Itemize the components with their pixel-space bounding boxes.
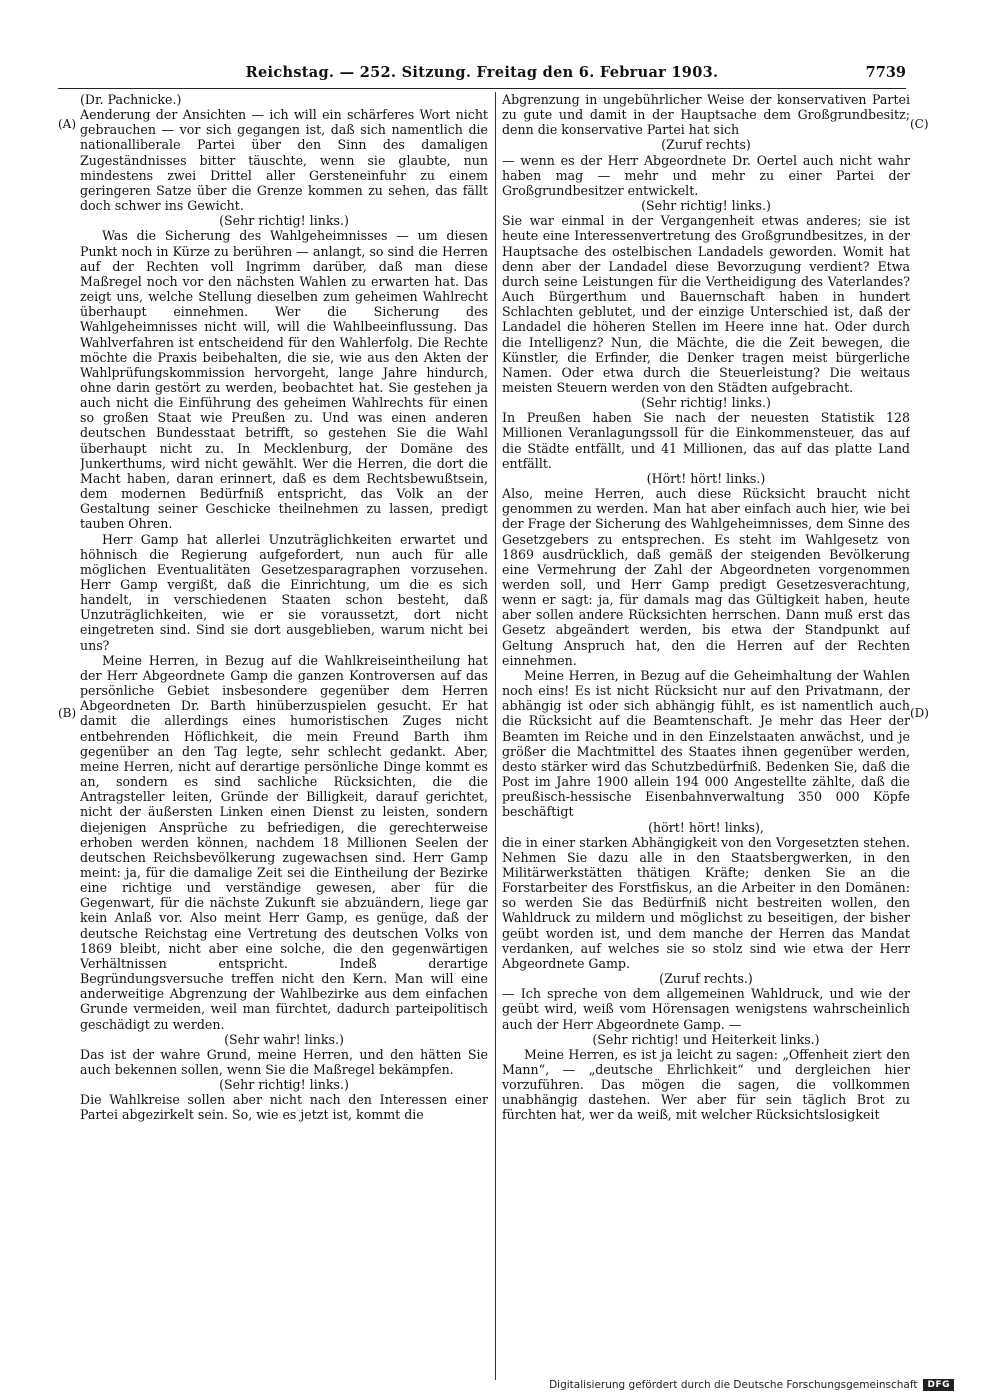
paragraph: die in einer starken Abhängigkeit von den Vorgesetzten stehen. Nehmen Sie dazu alle in den Staatsbergwerken, in den Militärwerkstätten thätigen Kräfte; denken Sie an die Forstarbeiter des Forstfiskus, an die Arbeiter in den Domänen: so werden Sie das Bedürfniß nicht bestreiten wollen, den Wahldruck zu mildern und möglichst zu beseitigen, der bisher geübt worden ist, und dem manche der Herren das Mandat verdanken, auf welches sie so stolz sind wie etwa der Herr Abgeordnete Gamp.: [502, 834, 910, 971]
paragraph: — wenn es der Herr Abgeordnete Dr. Oertel auch nicht wahr haben mag — mehr und mehr zu einer Partei der Großgrundbesitzer entwickelt.: [502, 152, 910, 198]
paragraph: Meine Herren, es ist ja leicht zu sagen: „Offenheit ziert den Mann“, — „deutsche Ehrlichkeit“ und dergleichen hier vorzuführen. Das mögen die sagen, die vollkommen unabhängig dastehen. Wer aber für sein täglich Brot zu fürchten hat, wer da weiß, mit welcher Rücksichtslosigkeit: [502, 1046, 910, 1123]
paragraph: Sie war einmal in der Vergangenheit etwas anderes; sie ist heute eine Interessenvertretung des Großgrundbesitzes, in der Hauptsache des ostelbischen Landadels geworden. Womit hat denn aber der Landadel diese Bevorzugung verdient? Etwa durch seine Leistungen für die Vertheidigung des Vaterlandes? Auch Bürgerthum und Bauernschaft haben in hundert Schlachten geblutet, und der einzige Unterschied ist, daß der Landadel die höheren Stellen im Heere inne hat. Oder durch die Intelligenz? Nun, die Mächte, die die Zeit bewegen, die Künstler, die Erfinder, die Denker tragen meist bürgerliche Namen. Oder etwa durch die Steuerleistung? Die weitaus meisten Steuern werden von den Städten aufgebracht.: [502, 213, 910, 395]
interjection: (Sehr wahr! links.): [224, 1031, 344, 1047]
paragraph: — Ich spreche von dem allgemeinen Wahldruck, und wie der geübt wird, weiß vom Hörensagen wenigstens wahrscheinlich auch der Herr Abgeordnete Gamp. —: [502, 986, 910, 1032]
column-divider: [495, 92, 496, 1380]
margin-marker-d: (D): [910, 706, 929, 720]
paragraph: Was die Sicherung des Wahlgeheimnisses — um diesen Punkt noch in Kürze zu berühren — anlangt, so sind die Herren auf der Rechten voll Ingrimm darüber, daß man diese Maßregel noch vor den nächsten Wahlen zu erwarten hat. Das zeigt uns, welche Stellung dieselben zum geheimen Wahlrecht überhaupt einnehmen. Wer die Sicherung des Wahlgeheimnisses nicht will, will die Wahlbeeinflussung. Das Wahlverfahren ist entscheidend für den Wahlerfolg. Die Rechte möchte die Praxis beibehalten, die sie, wie aus den Akten der Wahlprüfungskommission hervorgeht, lange Jahre hindurch, ohne darin gestört zu werden, beobachtet hat. Sie gestehen ja auch nicht die Einführung des geheimen Wahlrechts für einen so großen Staat wie Preußen zu. Und was einen anderen deutschen Bundesstaat betrifft, so gestehen Sie die Wahl überhaupt nicht zu. In Mecklenburg, der Domäne des Junkerthums, wird nicht gewählt. Wer die Herren, die dort die Macht haben, daran erinnert, daß es dem Rechtsbewußtsein, dem modernen Bedürfniß entspricht, das Volk an der Gestaltung seiner Geschicke theilnehmen zu lassen, predigt tauben Ohren.: [80, 228, 488, 532]
right-column: [502, 92, 910, 1380]
paragraph: In Preußen haben Sie nach der neuesten Statistik 128 Millionen Veranlagungssoll für die Einkommensteuer, das auf die Städte entfällt, und 41 Millionen, das auf das platte Land entfällt.: [502, 410, 910, 471]
paragraph: Das ist der wahre Grund, meine Herren, und den hätten Sie auch bekennen sollen, wenn Sie die Maßregel bekämpfen.: [80, 1046, 488, 1077]
dfg-logo: DFG: [923, 1379, 954, 1391]
header-title: Reichstag. — 252. Sitzung. Freitag den 6. Februar 1903.: [245, 64, 719, 81]
paragraph: Abgrenzung in ungebührlicher Weise der konservativen Partei zu gute und damit in der Hauptsache dem Großgrundbesitz; denn die konservative Partei hat sich: [502, 92, 910, 138]
interjection: (Sehr richtig! links.): [219, 1077, 349, 1093]
interjection: (Zuruf rechts.): [659, 971, 753, 987]
margin-marker-a: (A): [58, 117, 77, 131]
page-header: [58, 64, 906, 86]
margin-marker-b: (B): [58, 706, 77, 720]
interjection: (Zuruf rechts): [661, 137, 751, 153]
paragraph: Also, meine Herren, auch diese Rücksicht braucht nicht genommen zu werden. Man hat aber einfach auch hier, wie bei der Frage der Sicherung des Wahlgeheimnisses, dem Sinne des Gesetzgebers zu entsprechen. Es steht im Wahlgesetz von 1869 ausdrücklich, daß gemäß der steigenden Bevölkerung eine Vermehrung der Zahl der Abgeordneten vorgenommen werden soll, und Herr Gamp predigt Gesetzesverachtung, wenn er sagt: ja, für damals mag das Gültigkeit haben, heute aber sollen andere Rücksichten herrschen. Dann muß erst das Gesetz abgeändert werden, bis etwa der Standpunkt auf Geltung Anspruch hat, den die Herren auf der Rechten einnehmen.: [502, 486, 910, 668]
speaker-label: (Dr. Pachnicke.): [80, 92, 182, 107]
header-rule: [58, 88, 906, 89]
interjection: (Sehr richtig! links.): [219, 213, 349, 229]
interjection: (Sehr richtig! links.): [641, 198, 771, 214]
interjection: (Sehr richtig! links.): [641, 395, 771, 411]
left-column: [80, 92, 488, 1380]
paragraph: Meine Herren, in Bezug auf die Geheimhaltung der Wahlen noch eins! Es ist nicht Rücksicht nur auf den Privatmann, der abhängig ist oder sich abhängig fühlt, es ist namentlich auch die Rücksicht auf die Beamtenschaft. Je mehr das Heer der Beamten im Reiche und in den Einzelstaaten anwächst, und je größer die Machtmittel des Staates ihnen gegenüber werden, desto stärker wird das Schutzbedürfniß. Bedenken Sie, daß die Post im Jahre 1900 allein 194 000 Angestellte zählte, daß die preußisch-hessische Eisenbahnverwaltung 350 000 Köpfe beschäftigt: [502, 667, 910, 820]
interjection: (hört! hört! links),: [648, 819, 764, 835]
paragraph: Aenderung der Ansichten — ich will ein schärferes Wort nicht gebrauchen — vor sich gegangen ist, daß sich namentlich die nationalliberale Partei über den Sinn des damaligen Zugeständnisses bitter täuschte, wenn sie glaubte, nun mindestens zwei Drittel aller Gersteneinfuhr zu einem geringeren Satze über die Grenze kommen zu sehen, das fällt doch schwer ins Gewicht.: [80, 107, 488, 214]
interjection: (Hört! hört! links.): [646, 470, 766, 486]
paragraph: Herr Gamp hat allerlei Unzuträglichkeiten erwartet und höhnisch die Regierung aufgefordert, nun auch für alle möglichen Eventualitäten Gesetzesparagraphen vorzusehen. Herr Gamp vergißt, daß die Einrichtung, um die es sich handelt, in verschiedenen Staaten schon besteht, daß Unzuträglichkeiten, wie er sie voraussetzt, dort nicht eingetreten sind. Sind sie dort ausgeblieben, warum nicht bei uns?: [80, 531, 488, 653]
paragraph: Die Wahlkreise sollen aber nicht nach den Interessen einer Partei abgezirkelt sein. So, wie es jetzt ist, kommt die: [80, 1092, 488, 1123]
paragraph: Meine Herren, in Bezug auf die Wahlkreiseintheilung hat der Herr Abgeordnete Gamp die ganzen Kontroversen auf das persönliche Gebiet insbesondere gegenüber dem Herren Abgeordneten Dr. Barth hinüberzuspielen gesucht. Er hat damit die allerdings eines humoristischen Zuges nicht entbehrenden Höflichkeit, die mein Freund Barth ihm gegenüber an den Tag legte, sehr schlecht gedankt. Aber, meine Herren, nicht auf derartige persönliche Dinge kommt es an, sondern es sind sachliche Rücksichten, die die Antragsteller leiten, Gründe der Billigkeit, darauf gerichtet, nicht der äußersten Linken einen Dienst zu leisten, sondern diejenigen Ansprüche zu befriedigen, die gerechterweise erhoben werden können, nachdem 18 Millionen Seelen der deutschen Reichsbevölkerung zugewachsen sind. Herr Gamp meint: ja, für die damalige Zeit sei die Eintheilung der Bezirke eine richtige und verständige gewesen, aber für die Gegenwart, für die nächste Zukunft sie abzuändern, liege gar kein Anlaß vor. Also meint Herr Gamp, es genüge, daß der deutsche Reichstag eine Vertretung des deutschen Volks von 1869 bleibt, nicht aber eine solche, die den gegenwärtigen Verhältnissen entspricht. Indeß derartige Begründungsversuche treffen nicht den Kern. Man will eine anderweitige Abgrenzung der Wahlbezirke aus dem einfachen Grunde vermeiden, weil man fürchtet, dadurch parteipolitisch geschädigt zu werden.: [80, 652, 488, 1032]
margin-marker-c: (C): [910, 117, 929, 131]
footer: [549, 1379, 954, 1391]
page-number: 7739: [865, 64, 906, 81]
footer-credit: Digitalisierung gefördert durch die Deutsche Forschungsgemeinschaft: [549, 1379, 918, 1391]
interjection: (Sehr richtig! und Heiterkeit links.): [592, 1031, 820, 1047]
